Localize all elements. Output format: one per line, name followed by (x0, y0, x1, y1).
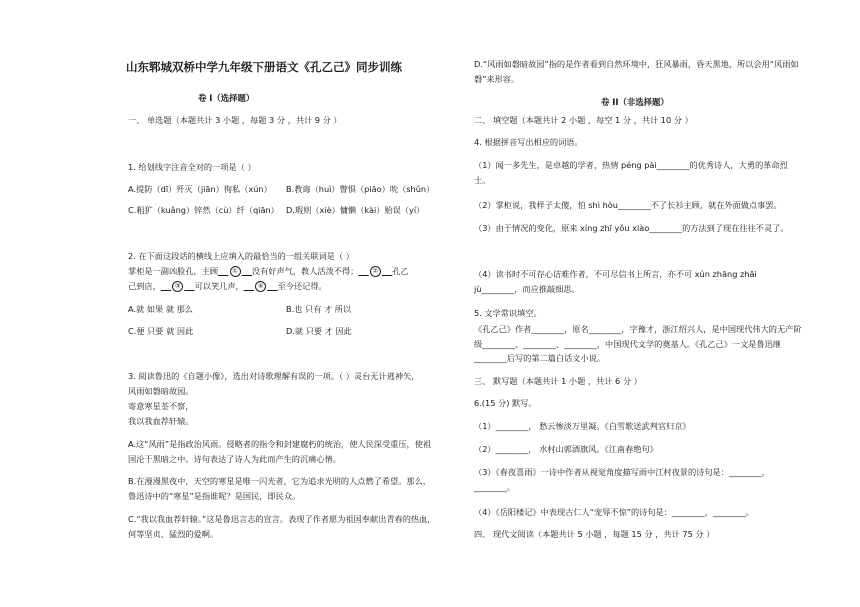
part-heading-3: 三、 默写题（本题共计 1 小题 ，共计 6 分 ） (474, 376, 642, 386)
q5-body: 《孔乙己》作者________，原名________，字豫才，浙江绍兴人，是中国现代伟大的无产阶级________、________、________，中国现代文学的奠基人。《孔乙己》一文是鲁迅继________后写的第二篇白话文小说。 (474, 324, 802, 363)
q4-item-2: （2）掌柜说，我样子太傻，怕 shì hòu________不了长衫主顾，就在外面做点事罢。 (474, 200, 782, 210)
q3-option-d: D.“风雨如磐暗故园”指的是作者看到自然环境中，狂风暴雨，昏天黑地，所以会用“风雨如磐”来形容。 (474, 59, 799, 84)
q2-passage-line1: 掌柜是一副凶脸孔，主顾 ① 没有好声气，教人活泼不得； ② 孔乙 (128, 266, 409, 276)
q6-item-4: （4）《岳阳楼记》中表现古仁人“宠辱不惊”的诗句是：________，________。 (474, 507, 754, 517)
q2-option-a: A.就 如果 就 那么 (128, 304, 193, 314)
q5-stem: 5. 文学常识填空。 (474, 308, 542, 318)
q3-option-a: A.这“风雨”是指政治风雨。侵略者的指令和封建腐朽的统治，使人民深受重压，使祖国沦于黑暗之中。诗句表达了诗人为此而产生的沉痛心情。 (128, 439, 432, 464)
q3-poem-line4: 我以我血荐轩辕。 (128, 416, 194, 426)
q1-option-c: C.粗犷（kuǎng）锌然（cù）纤（qiān） (128, 205, 279, 215)
blank-marker-3: ③ (172, 281, 183, 292)
part-heading-1: 一、 单选题（本题共计 3 小题 ，每题 3 分 ，共计 9 分 ） (128, 115, 342, 125)
q1-option-b: B.教诲（huì）瞥惧（piāo）吮（shǔn） (286, 184, 435, 194)
q1-stem: 1. 给划线字注音全对的一项是（ ） (128, 162, 256, 172)
q6-stem: 6.(15 分) 默写。 (474, 398, 537, 408)
q3-poem-line2: 风雨如磐暗故园。 (128, 386, 194, 396)
q4-stem: 4. 根据拼音写出相应的词语。 (474, 137, 583, 147)
q1-option-a: A.提防（dī）歼灭（jiān）徇私（xún） (128, 184, 272, 194)
part-heading-4: 四、 现代文阅读（本题共计 5 小题 ，每题 15 分 ，共计 75 分 ） (474, 529, 715, 539)
q4-item-1: （1）闻一多先生，是卓越的学者，热情 péng pài________的优秀诗人，大勇的革命烈士。 (474, 160, 788, 185)
section-heading-1: 卷 I（选择题） (198, 93, 255, 103)
q3-poem-line3: 寄意寒星荃不察， (128, 401, 194, 411)
q2-stem: 2. 在下面这段话的横线上应填入的最恰当的一组关联词是（ ） (128, 251, 354, 261)
q2-option-c: C.便 只要 就 因此 (128, 326, 194, 336)
q2-option-d: D.就 只要 才 因此 (286, 326, 352, 336)
q6-item-2: （2）________， 水村山郭酒旗风。《江南春绝句》 (474, 444, 658, 454)
section-heading-2: 卷 II（非选择题） (601, 97, 669, 107)
blank-marker-4: ④ (255, 281, 266, 292)
q6-item-3: （3）《春夜喜雨》一诗中作者从视觉角度描写雨中江村夜景的诗句是：________，________。 (474, 467, 770, 492)
blank-marker-1: ① (230, 266, 241, 277)
q3-option-c: C.“我以我血荐轩辕。”这是鲁迅言志的宣言。表现了作者愿为祖国奉献出青春的热血，何等坚贞、猛烈的爱啊。 (128, 514, 436, 539)
q3-stem: 3. 阅读鲁迅的《自题小像》，选出对诗歌理解有误的一项。（ ）灵台无计逃神矢， (128, 371, 420, 381)
blank-marker-2: ② (370, 266, 381, 277)
q6-item-1: （1）________， 愁云惨淡万里凝。《白雪歌送武判官归京》 (474, 421, 691, 431)
q2-option-b: B.也 只有 才 所以 (286, 304, 352, 314)
q2-passage-line2: 己到店， ③ 可以笑几声， ④ 至今还记得。 (128, 281, 327, 291)
q4-item-3: （3）由于情况的变化，原来 xíng zhī yǒu xiào________的方法到了现在往往不灵了。 (474, 223, 789, 233)
q3-option-b: B.在漫漫黑夜中，天空的寒星是唯一闪光者，它为追求光明的人点燃了希望。那么，鲁迅诗中的“寒星”是指谁呢？是国民，即民众。 (128, 476, 431, 501)
q1-option-d: D.瑕则（xiè）慵懒（kài）贻误（yí） (286, 205, 425, 215)
q4-item-4: （4）读书时不可存心诘难作者，不可尽信书上所言，亦不可 xún zhāng zhāi jù________，而应推敲细思。 (474, 269, 757, 294)
part-heading-2: 二、 填空题（本题共计 2 小题 ，每空 1 分 ，共计 10 分 ） (474, 115, 693, 125)
page-title: 山东郓城双桥中学九年级下册语文《孔乙己》同步训练 (126, 60, 402, 74)
